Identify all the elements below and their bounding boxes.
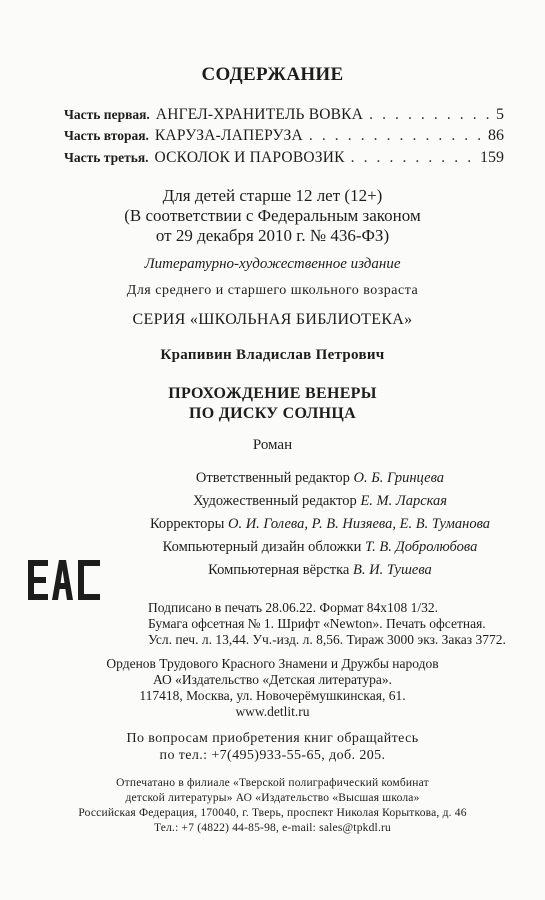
author-name: Крапивин Владислав Петрович (160, 347, 385, 363)
staff-role: Компьютерная вёрстка (208, 562, 350, 578)
publisher-orders-line: Орденов Трудового Красного Знамени и Дружбы народов (106, 656, 439, 671)
toc-dot-leader (351, 149, 474, 167)
toc-part: Часть третья. (64, 150, 149, 165)
book-title-line-2: ПО ДИСКУ СОЛНЦА (189, 405, 356, 422)
toc-page-number: 86 (488, 127, 504, 144)
age-rating-line: Для детей старше 12 лет (12+) (162, 186, 383, 205)
toc-dot-leader (309, 127, 482, 145)
printer-line: Отпечатано в филиале «Тверской полиграфический комбинат (116, 777, 429, 789)
toc-part: Часть вторая. (64, 128, 149, 143)
toc-row (64, 127, 504, 149)
eac-mark-icon (26, 556, 104, 604)
staff-names: Е. М. Ларская (360, 493, 448, 509)
staff-names: О. Б. Гринцева (353, 470, 445, 486)
publisher-address-line: 117418, Москва, ул. Новочерёмушкинская, 61. (139, 688, 406, 703)
toc-name: АНГЕЛ-ХРАНИТЕЛЬ ВОВКА (155, 106, 364, 123)
staff-line (120, 562, 520, 579)
printer-address-line: Российская Федерация, 170040, г. Тверь, проспект Николая Корыткова, д. 46 (78, 807, 467, 819)
printer-contact-line: Тел.: +7 (4822) 44-85-98, e-mail: sales@tpkdl.ru (153, 822, 391, 834)
staff-line (120, 516, 520, 533)
staff-role: Корректоры (149, 516, 225, 532)
series-name: СЕРИЯ «ШКОЛЬНАЯ БИБЛИОТЕКА» (132, 311, 413, 328)
toc-row (64, 106, 504, 128)
printer-line: детской литературы» АО «Издательство «Высшая школа» (125, 792, 420, 804)
edition-type: Литературно-художественное издание (144, 256, 401, 272)
contact-line: По вопросам приобретения книг обращайтесь (126, 731, 419, 746)
toc-page-number: 5 (496, 106, 504, 123)
publisher-website: www.detlit.ru (235, 704, 310, 719)
audience: Для среднего и старшего школьного возраста (126, 283, 419, 298)
staff-line (120, 493, 520, 510)
staff-names: О. И. Голева, Р. В. Низяева, Е. В. Туманова (227, 516, 491, 532)
age-law-line: (В соответствии с Федеральным законом (124, 206, 421, 225)
toc-part: Часть первая. (64, 107, 150, 122)
staff-role: Художественный редактор (192, 493, 357, 509)
publisher-name-line: АО «Издательство «Детская литература». (152, 672, 393, 687)
toc-row (64, 149, 504, 171)
toc-dot-leader (369, 106, 490, 124)
staff-role: Ответственный редактор (195, 470, 350, 486)
toc-name: КАРУЗА-ЛАПЕРУЗА (154, 127, 303, 144)
staff-names: Т. В. Добролюбова (364, 539, 478, 555)
imprint-paper-line: Бумага офсетная № 1. Шрифт «Newton». Печать офсетная. (148, 616, 486, 631)
staff-names: В. И. Тушева (353, 562, 432, 578)
imprint-signed-line: Подписано в печать 28.06.22. Формат 84x108 1/32. (148, 600, 438, 615)
toc-page-number: 159 (480, 149, 504, 166)
toc-name: ОСКОЛОК И ПАРОВОЗИК (154, 149, 345, 166)
genre: Роман (252, 437, 293, 453)
toc-title: СОДЕРЖАНИЕ (201, 64, 344, 85)
contact-phone-line: по тел.: +7(495)933-55-65, доб. 205. (159, 748, 386, 763)
staff-line (120, 539, 520, 556)
staff-role: Компьютерный дизайн обложки (162, 539, 362, 555)
staff-line (120, 470, 520, 487)
book-title-line-1: ПРОХОЖДЕНИЕ ВЕНЕРЫ (168, 385, 377, 402)
age-law-date-line: от 29 декабря 2010 г. № 436-ФЗ) (155, 226, 390, 245)
imprint-print-run-line: Усл. печ. л. 13,44. Уч.-изд. л. 8,56. Тираж 3000 экз. Заказ 3772. (148, 632, 506, 647)
